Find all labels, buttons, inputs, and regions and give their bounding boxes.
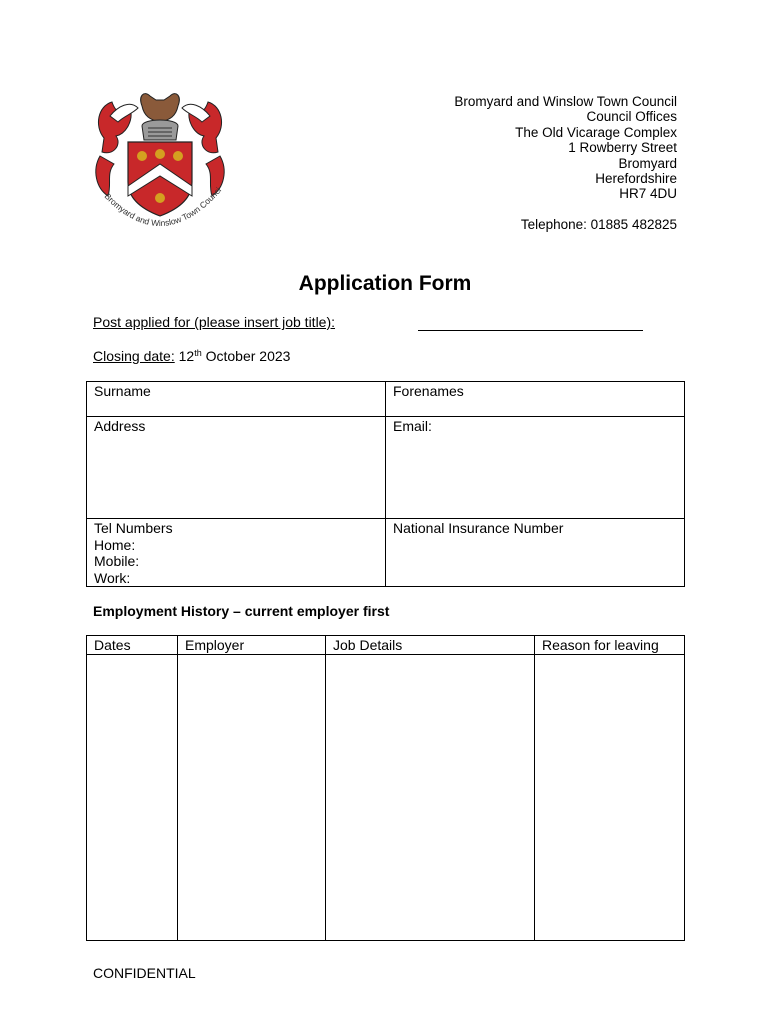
tel-numbers-label: Tel Numbers (94, 520, 173, 536)
employment-history-table (86, 635, 685, 941)
column-header-job-details: Job Details (326, 636, 535, 655)
column-header-reason-for-leaving: Reason for leaving (535, 636, 685, 655)
work-label: Work: (94, 569, 131, 586)
forenames-field[interactable] (386, 382, 685, 417)
council-crest-logo (90, 86, 230, 246)
council-address-block (454, 94, 677, 232)
address-line: Herefordshire (595, 171, 677, 187)
address-line: The Old Vicarage Complex (515, 124, 677, 140)
personal-details-table (86, 381, 685, 587)
closing-day-suffix: th (194, 348, 202, 358)
column-header-dates: Dates (87, 636, 178, 655)
dates-cell[interactable] (87, 655, 178, 941)
closing-day: 12 (178, 348, 195, 364)
post-applied-label (93, 314, 335, 330)
employer-cell[interactable] (178, 655, 326, 941)
surname-label: Surname (94, 383, 151, 399)
forenames-label: Forenames (393, 383, 464, 399)
surname-field[interactable] (87, 382, 386, 417)
post-applied-text: Post applied for (please insert job title): (93, 314, 336, 330)
job-title-field[interactable] (418, 330, 643, 331)
address-line: HR7 4DU (619, 186, 677, 202)
address-line: Bromyard (618, 155, 677, 171)
job-details-cell[interactable] (326, 655, 535, 941)
email-label: Email: (393, 418, 432, 434)
confidential-footer: CONFIDENTIAL (93, 965, 196, 981)
address-field[interactable] (87, 417, 386, 519)
mobile-label: Mobile: (94, 553, 140, 569)
telephone: Telephone: 01885 482825 (520, 216, 677, 232)
address-label: Address (94, 418, 146, 434)
address-line: Bromyard and Winslow Town Council (454, 94, 677, 109)
reason-for-leaving-cell[interactable] (535, 655, 685, 941)
column-header-employer: Employer (178, 636, 326, 655)
closing-date (93, 348, 290, 364)
ni-number-label: National Insurance Number (393, 520, 564, 536)
tel-numbers-field[interactable] (87, 519, 386, 587)
closing-date-label: Closing date: (93, 348, 175, 364)
home-label: Home: (94, 536, 136, 553)
email-field[interactable] (386, 417, 685, 519)
ni-number-field[interactable] (386, 519, 685, 587)
address-line: 1 Rowberry Street (568, 140, 677, 156)
closing-month-year: October 2023 (205, 348, 291, 364)
address-line: Council Offices (586, 109, 677, 125)
employment-history-heading: Employment History – current employer first (93, 603, 390, 619)
crest-motto: Bromyard and Winslow Town Counci (102, 185, 224, 229)
page-title: Application Form (298, 272, 472, 295)
